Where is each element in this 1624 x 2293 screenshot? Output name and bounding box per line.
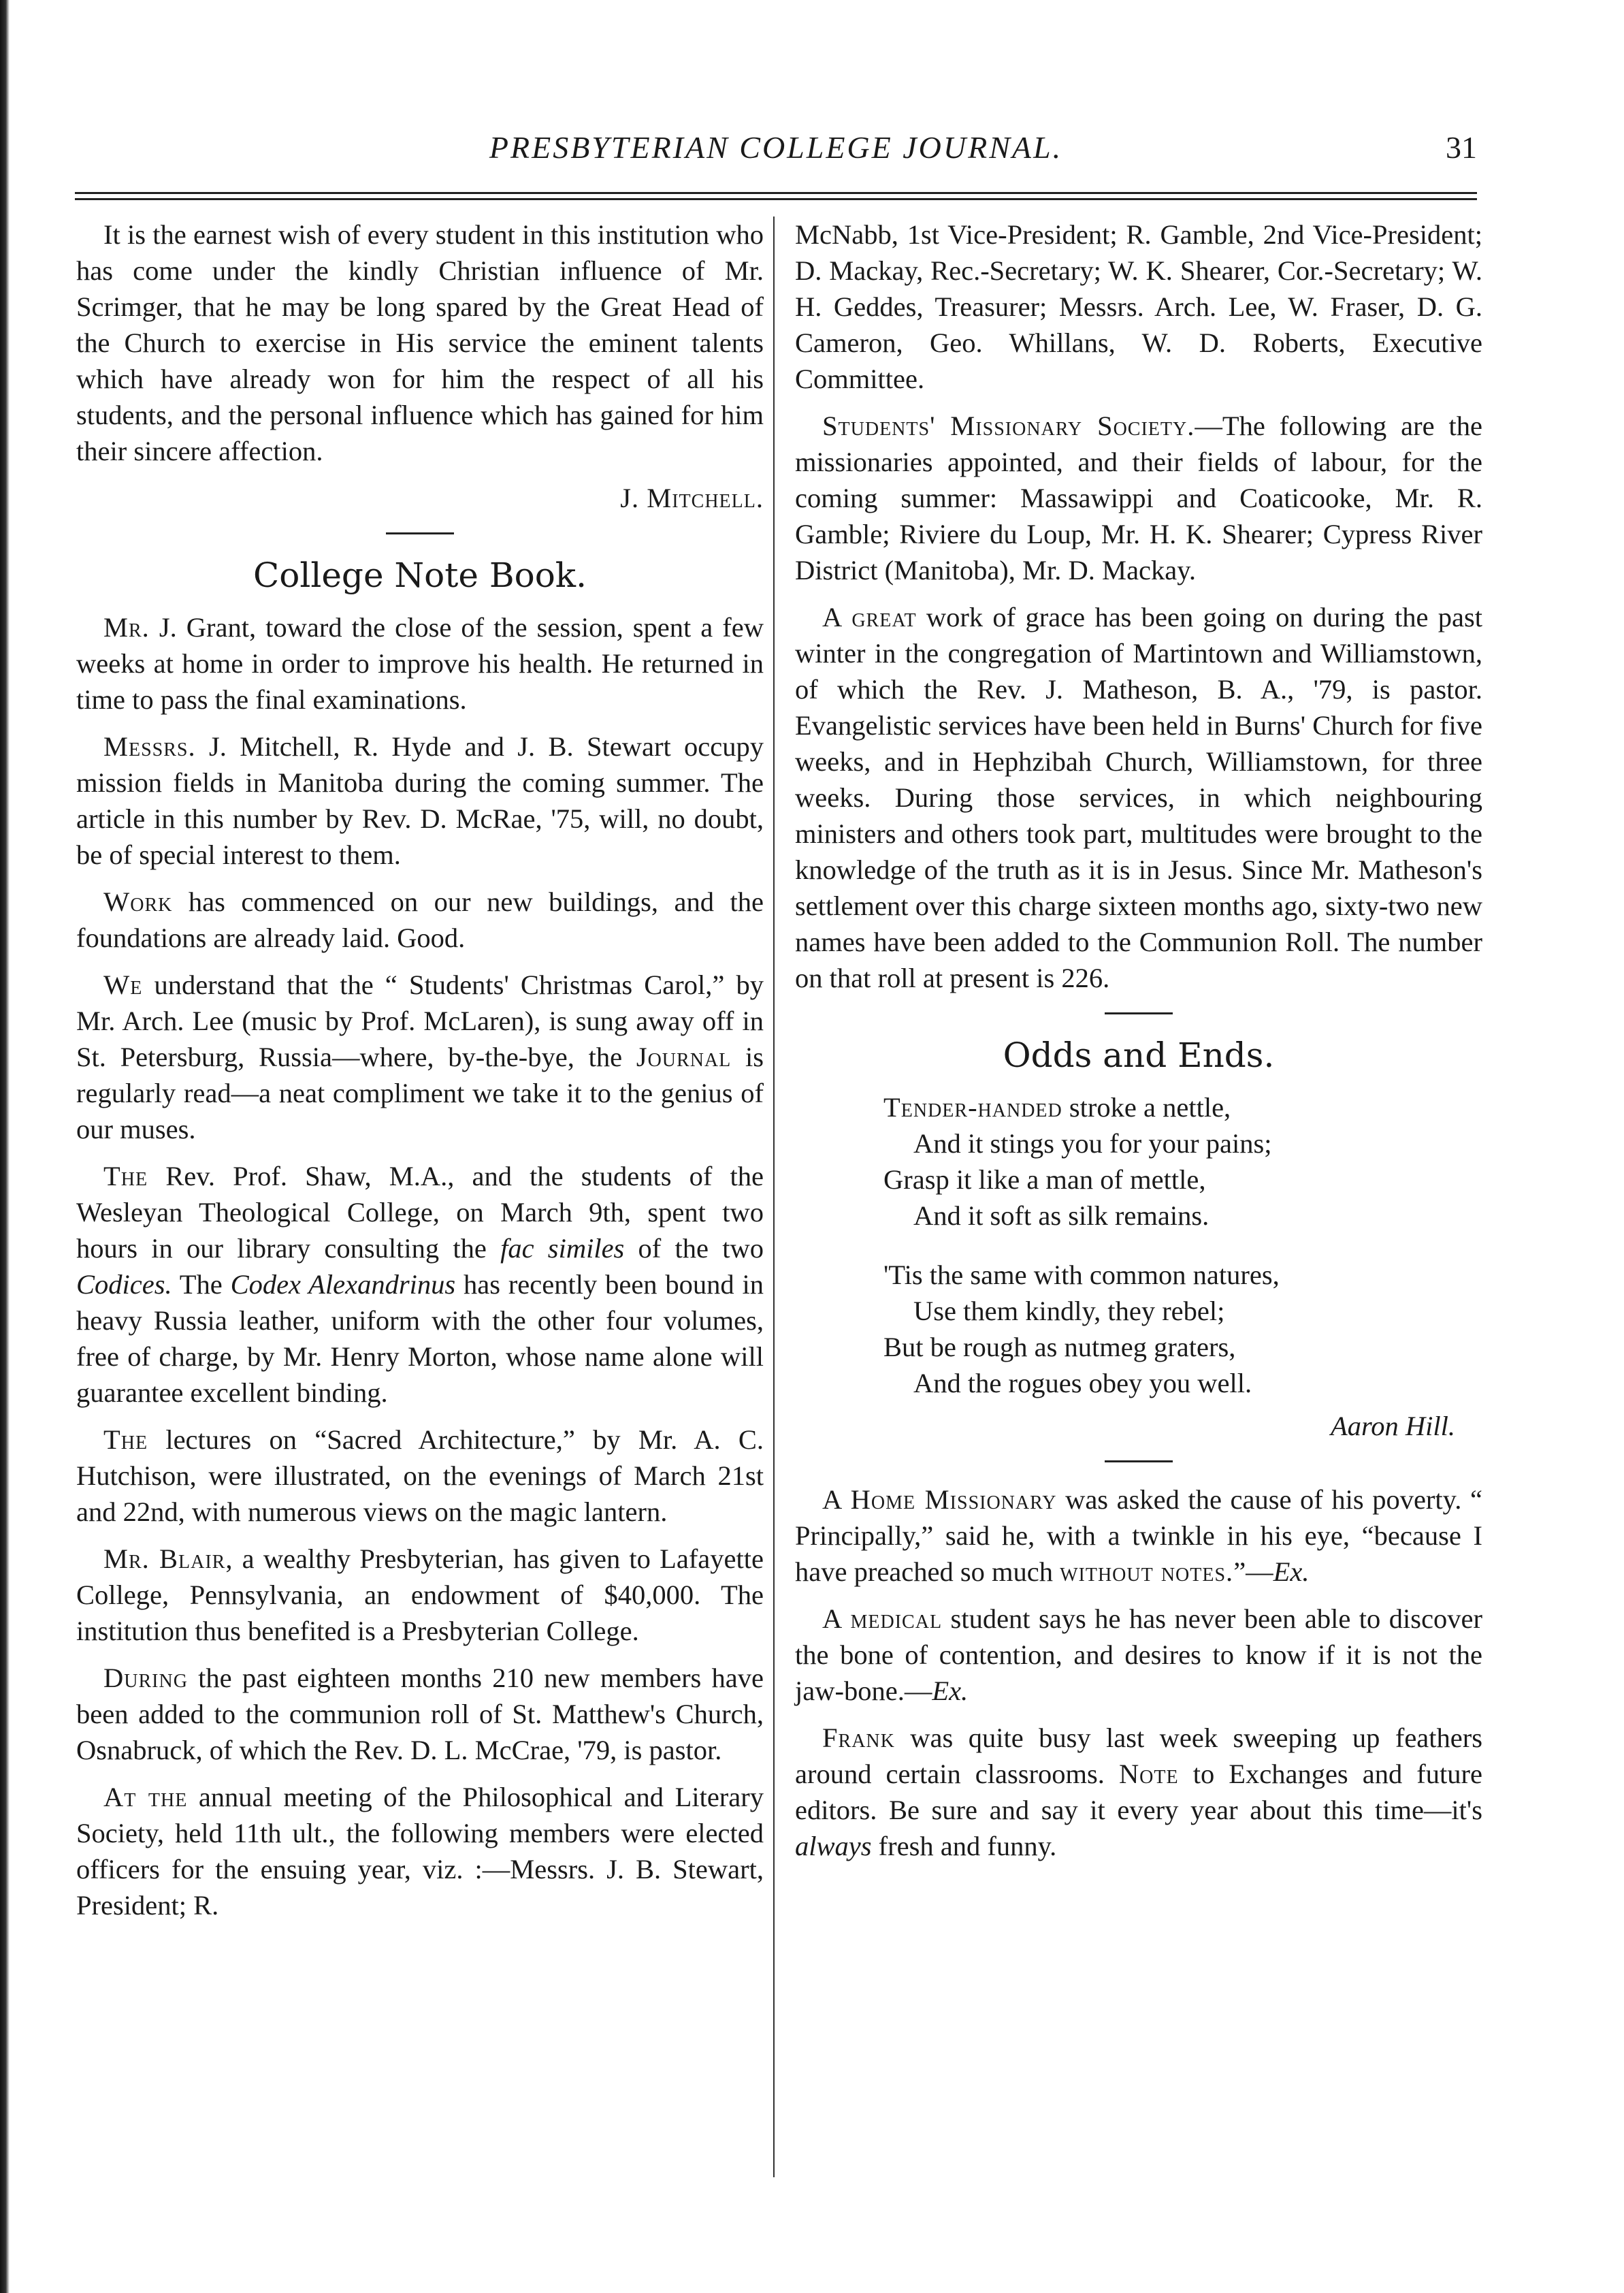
note-text: to Exchanges and future editors. Be sure and say it every year about this time—it's xyxy=(795,1759,1483,1825)
note-text: work of grace has been going on during the past winter in the congregation of Martintown and Williamstown, of which the Rev. J. Matheson, B. A., '79, is pastor. Evangelistic services have been held in Burns' Church for five weeks, and in Hephzibah Church, Williamstown, for three weeks. During those services, in which neighbouring ministers and others took part, multitudes were brought to the knowledge of the truth as it is in Jesus. Since Mr. Matheson's settlement over this charge sixteen months ago, sixty-two new names have been added to the Communion Roll. The number on that roll at present is 226. xyxy=(795,602,1482,993)
note-lectures xyxy=(76,1422,764,1530)
italic-text: Ex. xyxy=(932,1675,969,1706)
page-spine-shadow xyxy=(0,0,10,2293)
lead-word: A Home Missionary xyxy=(822,1484,1057,1515)
note-text: is regularly read—a neat compliment we take it to the genius of our muses. xyxy=(76,1042,764,1144)
lead-word: Tender-handed xyxy=(883,1092,1062,1123)
lead-word: Mr. Blair, xyxy=(103,1543,233,1574)
note-shaw xyxy=(76,1158,764,1411)
lead-word: Students' Missionary Society. xyxy=(822,411,1195,441)
note-medical xyxy=(795,1601,1482,1709)
note-text: —The following are the missionaries appointed, and their fields of labour, for the coming summer: Massawippi and Coaticooke, Mr. R. Gamble; Riviere du Loup, Mr. H. K. Shearer; Cypress River District (Manitoba), Mr. D. Mackay. xyxy=(795,411,1483,586)
note-text: student says he has never been able to discover the bone of contention, and desires to know if it is not the jaw-bone.— xyxy=(795,1603,1483,1706)
lead-word: A medical xyxy=(822,1603,943,1634)
note-work xyxy=(76,884,764,956)
small-caps-text: Note xyxy=(1118,1759,1179,1789)
note-frank xyxy=(795,1720,1482,1864)
poem-stanza xyxy=(883,1089,1482,1234)
lead-word: Work xyxy=(103,886,173,917)
journal-title: PRESBYTERIAN COLLEGE JOURNAL. xyxy=(489,130,1063,165)
left-column xyxy=(76,217,764,1934)
lead-word: During xyxy=(103,1663,188,1693)
note-missionary-society xyxy=(795,408,1482,588)
note-text: of the two xyxy=(624,1233,764,1264)
note-blair xyxy=(76,1541,764,1649)
poem-attribution: Aaron Hill. xyxy=(1330,1411,1455,1441)
note-home-missionary xyxy=(795,1481,1482,1590)
note-messrs xyxy=(76,728,764,873)
poem-stanza xyxy=(883,1257,1482,1401)
header-rule-bottom xyxy=(75,198,1477,200)
poem-line: But be rough as nutmeg graters, xyxy=(883,1332,1236,1362)
note-carol xyxy=(76,967,764,1147)
page-number: 31 xyxy=(1446,130,1477,165)
poem-line: Grasp it like a man of mettle, xyxy=(883,1164,1206,1195)
note-during xyxy=(76,1660,764,1768)
note-text: Rev. Prof. Shaw, M.A., and the students of the Wesleyan Theological College, on March 9th, spent two hours in our library consulting the xyxy=(76,1161,764,1264)
lead-word: Mr. xyxy=(103,612,150,643)
note-text: J. Mitchell, R. Hyde and J. B. Stewart occupy mission fields in Manitoba during the coming summer. The article in this number by Rev. D. McRae, '75, will, no doubt, be of special interest to them. xyxy=(76,731,764,870)
note-text: was asked the cause of his poverty. “ Principally,” said he, with a twinkle in his eye, “because I have preached so much xyxy=(795,1484,1482,1587)
note-text: a wealthy Presbyterian, has given to Lafayette College, Pennsylvania, an endowment of $40,000. The institution thus benefited is a Presbyterian College. xyxy=(76,1543,764,1646)
note-text: understand that the “ Students' Christmas Carol,” by Mr. Arch. Lee (music by Prof. McLaren), is sung away off in St. Petersburg, Russia—where, by-the-bye, the xyxy=(76,969,764,1072)
running-header xyxy=(75,129,1477,184)
note-text: fresh and funny. xyxy=(871,1831,1057,1861)
note-annual-meeting xyxy=(76,1779,764,1923)
note-text: ”— xyxy=(1233,1556,1273,1587)
header-rule-top xyxy=(75,192,1477,194)
lead-word: A great xyxy=(822,602,917,632)
poem-text: stroke a nettle, xyxy=(1062,1092,1231,1123)
poem-line xyxy=(883,1089,1482,1125)
journal-word: Journal xyxy=(636,1042,732,1072)
right-column xyxy=(795,217,1482,1875)
lead-word: The xyxy=(103,1424,148,1455)
section-separator xyxy=(1105,1460,1173,1462)
italic-text: Codex Alexandrinus xyxy=(230,1269,456,1300)
italic-text: Codices. xyxy=(76,1269,172,1300)
small-caps-text: without notes. xyxy=(1060,1556,1234,1587)
note-text: annual meeting of the Philosophical and Literary Society, held 11th ult., the following members were elected officers for the ensuing year, viz. :—Messrs. J. B. Stewart, President; R. xyxy=(76,1782,764,1921)
note-text: The xyxy=(172,1269,231,1300)
note-text: was quite busy last week sweeping up feathers around certain classrooms. xyxy=(795,1722,1482,1789)
intro-paragraph: It is the earnest wish of every student in this institution who has come under the kindly Christian influence of Mr. Scrimger, that he may be long spared by the Great Head of the Church to exercise in His service the eminent talents which have already won for him the respect of all his students, and the personal influence which has gained for him their sincere affection. xyxy=(76,219,764,466)
note-great-work xyxy=(795,599,1482,996)
note-grant xyxy=(76,609,764,718)
note-text: lectures on “Sacred Architecture,” by Mr. A. C. Hutchison, were illustrated, on the evenings of March 21st and 22nd, with numerous views on the magic lantern. xyxy=(76,1424,764,1527)
note-text: has commenced on our new buildings, and the foundations are already laid. Good. xyxy=(76,886,764,953)
officers-continued: McNabb, 1st Vice-President; R. Gamble, 2nd Vice-President; D. Mackay, Rec.-Secretary; W. K. Shearer, Cor.-Secretary; W. H. Geddes, Treasurer; Messrs. Arch. Lee, W. Fraser, D. G. Cameron, Geo. Whillans, W. D. Roberts, Executive Committee. xyxy=(795,219,1482,394)
poem xyxy=(883,1089,1482,1401)
note-text: has recently been bound in heavy Russia leather, uniform with the other four volumes, free of charge, by Mr. Henry Morton, whose name alone will guarantee excellent binding. xyxy=(76,1269,764,1408)
section-separator xyxy=(1105,1012,1173,1014)
lead-word: Messrs. xyxy=(103,731,196,762)
poem-line: And the rogues obey you well. xyxy=(913,1368,1252,1398)
lead-word: Frank xyxy=(822,1722,895,1753)
italic-text: fac similes xyxy=(500,1233,625,1264)
section-separator xyxy=(386,532,454,534)
lead-word: The xyxy=(103,1161,148,1191)
column-divider xyxy=(773,217,775,2177)
note-text: J. Grant, toward the close of the session, spent a few weeks at home in order to improve his health. He returned in time to pass the final examinations. xyxy=(76,612,764,715)
lead-word: We xyxy=(103,969,143,1000)
poem-line: And it soft as silk remains. xyxy=(913,1200,1209,1231)
poem-line: 'Tis the same with common natures, xyxy=(883,1260,1280,1290)
section-title-odds-and-ends: Odds and Ends. xyxy=(1003,1036,1275,1075)
italic-text: Ex. xyxy=(1273,1556,1310,1587)
poem-line: And it stings you for your pains; xyxy=(913,1128,1272,1159)
signature: J. Mitchell. xyxy=(620,483,764,513)
lead-word: At the xyxy=(103,1782,188,1812)
poem-line: Use them kindly, they rebel; xyxy=(913,1296,1225,1326)
italic-text: always xyxy=(795,1831,872,1861)
section-title-college-note-book: College Note Book. xyxy=(253,556,587,595)
note-text: the past eighteen months 210 new members have been added to the communion roll of St. Matthew's Church, Osnabruck, of which the Rev. D. L. McCrae, '79, is pastor. xyxy=(76,1663,764,1765)
